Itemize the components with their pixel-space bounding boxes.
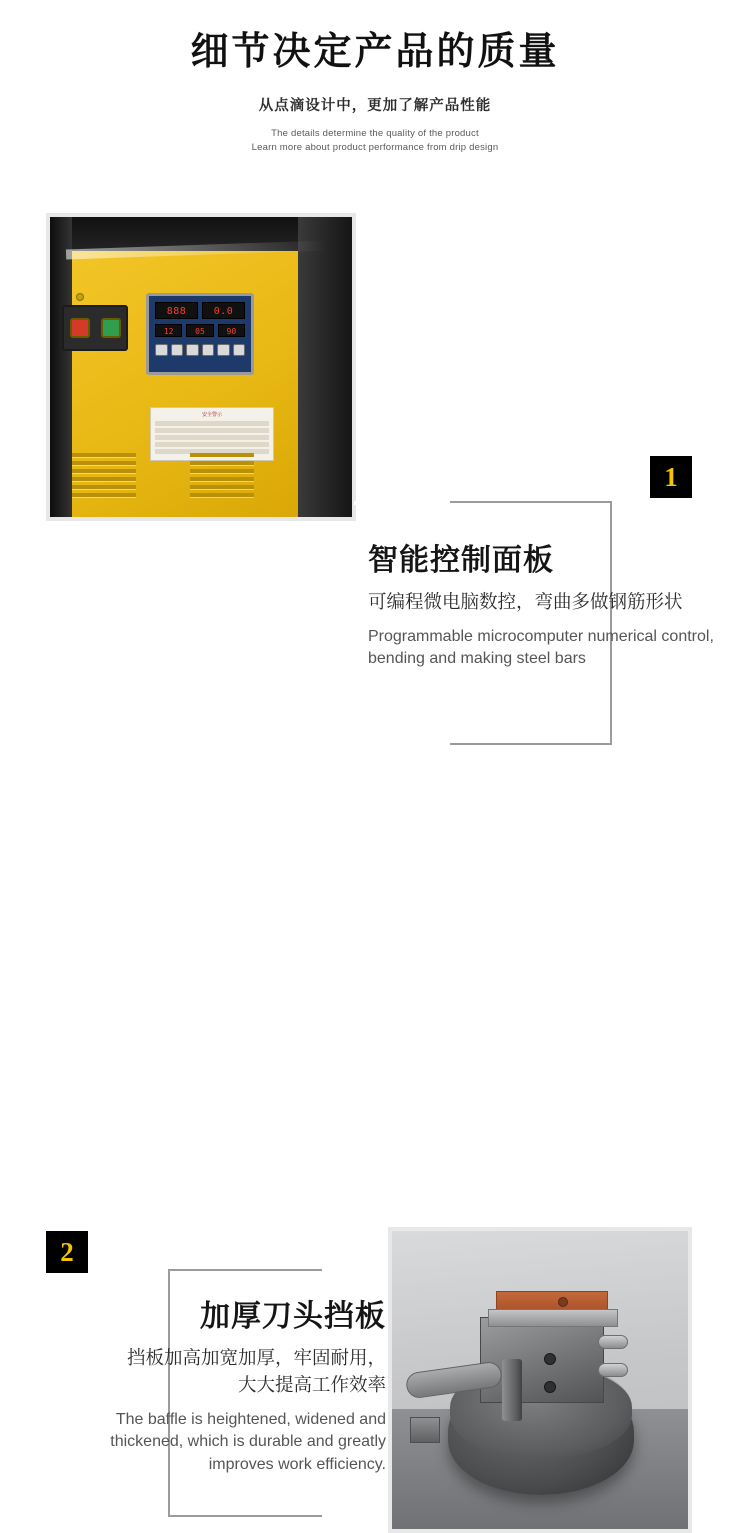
led-display-small-3: 90	[218, 324, 245, 337]
side-bolt-upper	[598, 1335, 628, 1349]
feature-2-title: 加厚刀头挡板	[200, 1300, 386, 1334]
page-title: 细节决定产品的质量	[190, 31, 560, 73]
stop-button-icon[interactable]	[70, 318, 90, 338]
keypad-key[interactable]	[217, 344, 230, 356]
cutter-head-block	[480, 1317, 604, 1403]
led-small-row	[155, 324, 245, 337]
cabinet-right-frame	[298, 217, 352, 517]
vent-grille-left	[72, 453, 136, 501]
feature-2-desc-cn	[26, 1345, 386, 1399]
page-header	[0, 0, 750, 155]
controller-display[interactable]	[146, 293, 254, 375]
led-display-main: 888	[155, 302, 198, 319]
feature-1-photo-frame	[46, 213, 356, 521]
feature-section-1	[0, 213, 750, 668]
cabinet-left-frame	[50, 217, 72, 517]
warning-label-title: 安全警示	[201, 412, 222, 419]
english-line-1: The details determine the quality of the product	[271, 127, 479, 139]
baffle-cutter-head-photo	[392, 1231, 688, 1529]
side-bolt-lower	[598, 1363, 628, 1377]
feature-2-text	[26, 1291, 386, 1476]
control-panel-photo	[50, 217, 352, 517]
mounting-hole-lower	[544, 1381, 556, 1393]
page-header-english	[0, 127, 750, 156]
feature-2-photo-frame	[388, 1227, 692, 1533]
bending-pin	[502, 1359, 522, 1421]
led-main-row	[155, 302, 245, 319]
feature-2-desc-en-line-3: improves work efficiency.	[208, 1455, 386, 1473]
mounting-nut	[410, 1417, 440, 1443]
baffle-plate-steel	[488, 1309, 618, 1327]
keypad-key[interactable]	[202, 344, 215, 356]
power-button-panel[interactable]	[62, 305, 128, 351]
feature-1-desc-cn: 可编程微电脑数控，弯曲多做钢筋形状	[368, 591, 683, 613]
feature-1-badge: 1	[650, 456, 692, 498]
keypad-key[interactable]	[171, 344, 184, 356]
keypad[interactable]	[155, 344, 245, 356]
feature-section-2	[0, 579, 750, 1473]
page-subtitle: 从点滴设计中，更加了解产品性能	[258, 97, 492, 114]
feature-2-desc-en	[26, 1409, 386, 1476]
keypad-key[interactable]	[233, 344, 246, 356]
feature-1-title: 智能控制面板	[368, 544, 554, 578]
feature-2-desc-en-line-1: The baffle is heightened, widened and	[115, 1410, 386, 1428]
feature-1-desc-en: Programmable microcomputer numerical control, bending and making steel bars	[368, 627, 714, 668]
mounting-hole-upper	[544, 1353, 556, 1365]
english-line-2: Learn more about product performance from drip design	[251, 141, 499, 153]
led-display-small-2: 05	[186, 324, 213, 337]
start-button-icon[interactable]	[101, 318, 121, 338]
warning-label-lines	[155, 421, 269, 454]
vent-grille-right	[190, 453, 254, 501]
keypad-key[interactable]	[186, 344, 199, 356]
led-display-small-1: 12	[155, 324, 182, 337]
feature-2-desc-en-line-2: thickened, which is durable and greatly	[110, 1433, 386, 1451]
feature-2-desc-cn-line-2: 大大提高工作效率	[237, 1373, 386, 1395]
feature-2-badge: 2	[46, 1231, 88, 1273]
feature-2-desc-cn-line-1: 挡板加高加宽加厚，牢固耐用，	[126, 1347, 386, 1369]
led-display-second: 0.0	[202, 302, 245, 319]
keypad-key[interactable]	[155, 344, 168, 356]
